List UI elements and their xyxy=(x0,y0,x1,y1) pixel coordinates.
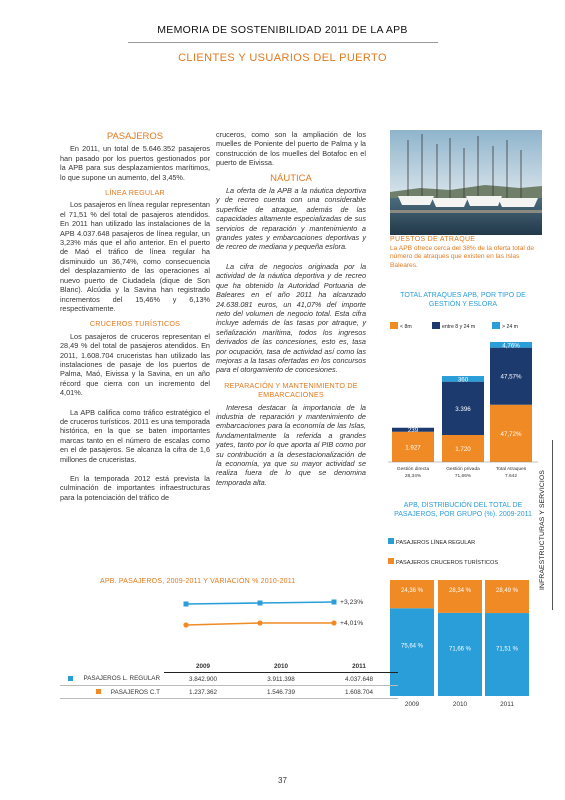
chart-atraques-title: TOTAL ATRAQUES APB, POR TIPO DE GESTIÓN Y ESLORA xyxy=(400,292,526,308)
category-label: 2011 xyxy=(500,701,514,708)
chart-distribucion-legend xyxy=(388,538,498,566)
pasajeros-table xyxy=(60,660,398,699)
col-header: 2011 xyxy=(320,660,398,673)
category-label: Gestión privada xyxy=(446,467,480,472)
col-header: 2010 xyxy=(242,660,320,673)
category-label: Gestión directa xyxy=(396,467,430,472)
marina-photo xyxy=(390,130,542,235)
data-point xyxy=(258,601,263,606)
page-number: 37 xyxy=(278,776,287,785)
paragraph: La APB califica como tráfico estratégico el de cruceros turísticos. 2011 es una temporada histórica, en la que se baten importantes marcas tanto en el número de escalas como en el de pasajeros. Se alcanza la cifra de 1,6 millones de cruceristas. xyxy=(60,407,210,464)
table-cell: 4.037.648 xyxy=(344,675,373,683)
table-cell: 1.546.739 xyxy=(266,688,295,696)
legend-label: < 8m xyxy=(400,324,412,330)
data-label: 1.927 xyxy=(405,444,421,452)
category-label: 2009 xyxy=(404,701,420,708)
legend-swatch xyxy=(388,538,394,544)
heading-cruceros: CRUCEROS TURÍSTICOS xyxy=(89,319,181,329)
legend-swatch xyxy=(432,322,440,329)
chart-distribucion xyxy=(386,538,536,710)
text-column-1 xyxy=(60,128,210,508)
table-cell: 1.608.704 xyxy=(344,688,373,696)
legend-label: entre 8 y 24 m xyxy=(442,324,476,330)
table-cell: 3.911.398 xyxy=(267,675,295,683)
data-label: 3.396 xyxy=(455,405,471,413)
category-label: Total Atraques xyxy=(495,467,527,472)
data-label: 1.720 xyxy=(455,445,471,453)
table-header-row xyxy=(60,660,398,673)
legend-swatch xyxy=(68,676,73,681)
legend-swatch xyxy=(96,689,101,694)
row-label-text: PASAJEROS L. REGULAR xyxy=(83,675,160,683)
bar-segment xyxy=(438,580,482,613)
data-point xyxy=(332,600,337,605)
data-point xyxy=(184,602,189,607)
data-point xyxy=(331,620,336,625)
legend-label: PASAJEROS LÍNEA REGULAR xyxy=(396,540,476,546)
row-label xyxy=(60,686,164,699)
side-rule xyxy=(552,440,553,610)
table-corner xyxy=(60,660,164,673)
chart-distribucion-title: APB, DISTRIBUCIÓN DEL TOTAL DE PASAJEROS, POR GRUPO (%). 2009-2011 xyxy=(394,502,532,518)
legend-swatch xyxy=(390,322,398,329)
data-label: 71,66 % xyxy=(448,646,472,653)
data-label: 28,49 % xyxy=(495,588,519,594)
legend-label: > 24 m xyxy=(502,324,519,330)
heading-linea-regular: LÍNEA REGULAR xyxy=(105,188,165,198)
category-sublabel: 7.642 xyxy=(504,474,518,479)
marina-photo-illustration xyxy=(390,130,542,235)
photo-caption-title: PUESTOS DE ATRAQUE xyxy=(390,236,476,243)
row-label xyxy=(60,673,164,686)
data-label: 71,51 % xyxy=(495,646,519,653)
heading-nautica: NÁUTICA xyxy=(270,172,312,184)
paragraph: En 2011, un total de 5.646.352 pasajeros han pasado por los puertos gestionados por la APB para sus desplazamientos marítimos, lo que supone un aumento, del 3,45%. xyxy=(60,144,210,182)
chart-pasajeros xyxy=(168,590,388,652)
category-label: 2010 xyxy=(452,701,468,708)
side-section-label: INFRAESTRUCTURAS Y SERVICIOS xyxy=(539,469,546,590)
photo-caption: La APB ofrece cerca del 38% de la oferta total de número de atraques que existen en las Islas Baleares. xyxy=(390,245,535,269)
chart-pasajeros-title: APB. PASAJEROS, 2009-2011 Y VARIACIÓN % 2010-2011 xyxy=(100,578,296,585)
paragraph: En la temporada 2012 está prevista la culminación de importantes infraestructuras para la potenciación del tráfico de xyxy=(60,474,210,502)
table-row xyxy=(60,673,398,686)
paragraph: Los pasajeros en línea regular representan el 71,51 % del total de pasajeros atendidos. En 2011 han utilizado las instalaciones de la APB 4.037.648 pasajeros de línea regular, un 3,23% más que el año anterior. En el puerto de Maó el tráfico de línea regular ha disminuido un 36,74%, como consecuencia del desplazamiento de las operaciones al nuevo puerto de Ciudadela (dique de Son Blanc). Alcúdia y la Savina han registrado incrementos del 15,46% y 6,13% respectivamente. xyxy=(60,200,210,313)
data-label: 4,76% xyxy=(502,342,520,350)
legend-swatch xyxy=(492,322,500,329)
data-label: 239 xyxy=(407,427,419,435)
row-label-text: PASAJEROS C.T xyxy=(110,688,160,696)
section-title: CLIENTES Y USUARIOS DEL PUERTO xyxy=(178,52,387,64)
table-cell: 1.237.362 xyxy=(188,688,217,696)
legend-swatch xyxy=(388,558,394,564)
data-label: 47,57% xyxy=(500,373,522,381)
category-sublabel: 28,34% xyxy=(404,474,422,479)
legend-label: PASAJEROS CRUCEROS TURÍSTICOS xyxy=(396,560,499,566)
data-label: 24,36 % xyxy=(400,588,424,594)
chart-atraques-legend xyxy=(390,322,518,330)
col-header: 2009 xyxy=(164,660,242,673)
data-label: 75,64 % xyxy=(400,643,424,650)
data-point xyxy=(257,620,262,625)
paragraph: Interesa destacar la importancia de la industria de reparación y mantenimiento de embarcaciones para la economía de las Islas, fundamentalmente la referida a grandes yates, tanto por lo que aporta al PIB como por su contribución a la desestacionalización de la economía, ya que su mayor actividad se realiza fuera de lo que se denomina temporada alta. xyxy=(216,402,366,487)
bar-segment xyxy=(438,613,482,696)
table-row xyxy=(60,686,398,699)
chart-atraques xyxy=(386,312,540,492)
variation-label: +3,23% xyxy=(340,599,364,606)
paragraph: La oferta de la APB a la náutica deportiva y de recreo cuenta con una considerable superficie de atraque, además de las capacidades altamente especializadas de sus servicios de reparación y mantenimiento a grandes yates y embarcaciones deportivas y de recreo de mediana y pequeña eslora. xyxy=(216,186,366,252)
bar-segment xyxy=(485,613,529,696)
paragraph: Los pasajeros de cruceros representan el 28,49 % del total de pasajeros atendidos. En 2011, 1.608.704 cruceristas han utilizado las instalaciones de pasaje de los puertos de Palma, Maó, Eivissa y la Savina, en un año récord que cierra con un incremento del 4,01%. xyxy=(60,331,210,398)
heading-pasajeros: PASAJEROS xyxy=(106,131,164,142)
data-label: 28,34 % xyxy=(448,588,472,594)
document-title: MEMORIA DE SOSTENIBILIDAD 2011 DE LA APB xyxy=(157,24,408,36)
bar-segment xyxy=(485,580,529,613)
header-divider xyxy=(128,42,438,43)
data-label: 360 xyxy=(457,376,469,384)
paragraph: cruceros, como son la ampliación de los muelles de Poniente del puerto de Palma y la construcción de los muelles del Botafoc en el puerto de Eivissa. xyxy=(216,130,366,168)
data-point xyxy=(183,622,188,627)
table-cell: 3.842.900 xyxy=(188,675,217,683)
data-label: 47,72% xyxy=(500,430,522,438)
variation-label: +4,01% xyxy=(340,620,364,627)
text-column-2 xyxy=(216,130,366,493)
category-sublabel: 71,66% xyxy=(454,474,472,479)
bar-segment xyxy=(390,580,434,608)
heading-reparacion: REPARACIÓN Y MANTENIMIENTO DE EMBARCACIONES xyxy=(224,380,358,400)
paragraph: La cifra de negocios originada por la actividad de la náutica deportiva y de recreo que ha obtenido la Autoridad Portuaria de Baleares en el año 2011 ha alcanzado 24.638.081 euros, un 41,07% del importe neto del volumen de negocio total. Esta cifra incluye además de las tasas por atraque, y señalización marítima, todos los ingresos derivados de las concesiones, esto es, tasa por ocupación, tasa de actividad así como las mejoras a la tasas ofertadas en los concursos para el otorgamiento de concesiones. xyxy=(216,261,366,375)
